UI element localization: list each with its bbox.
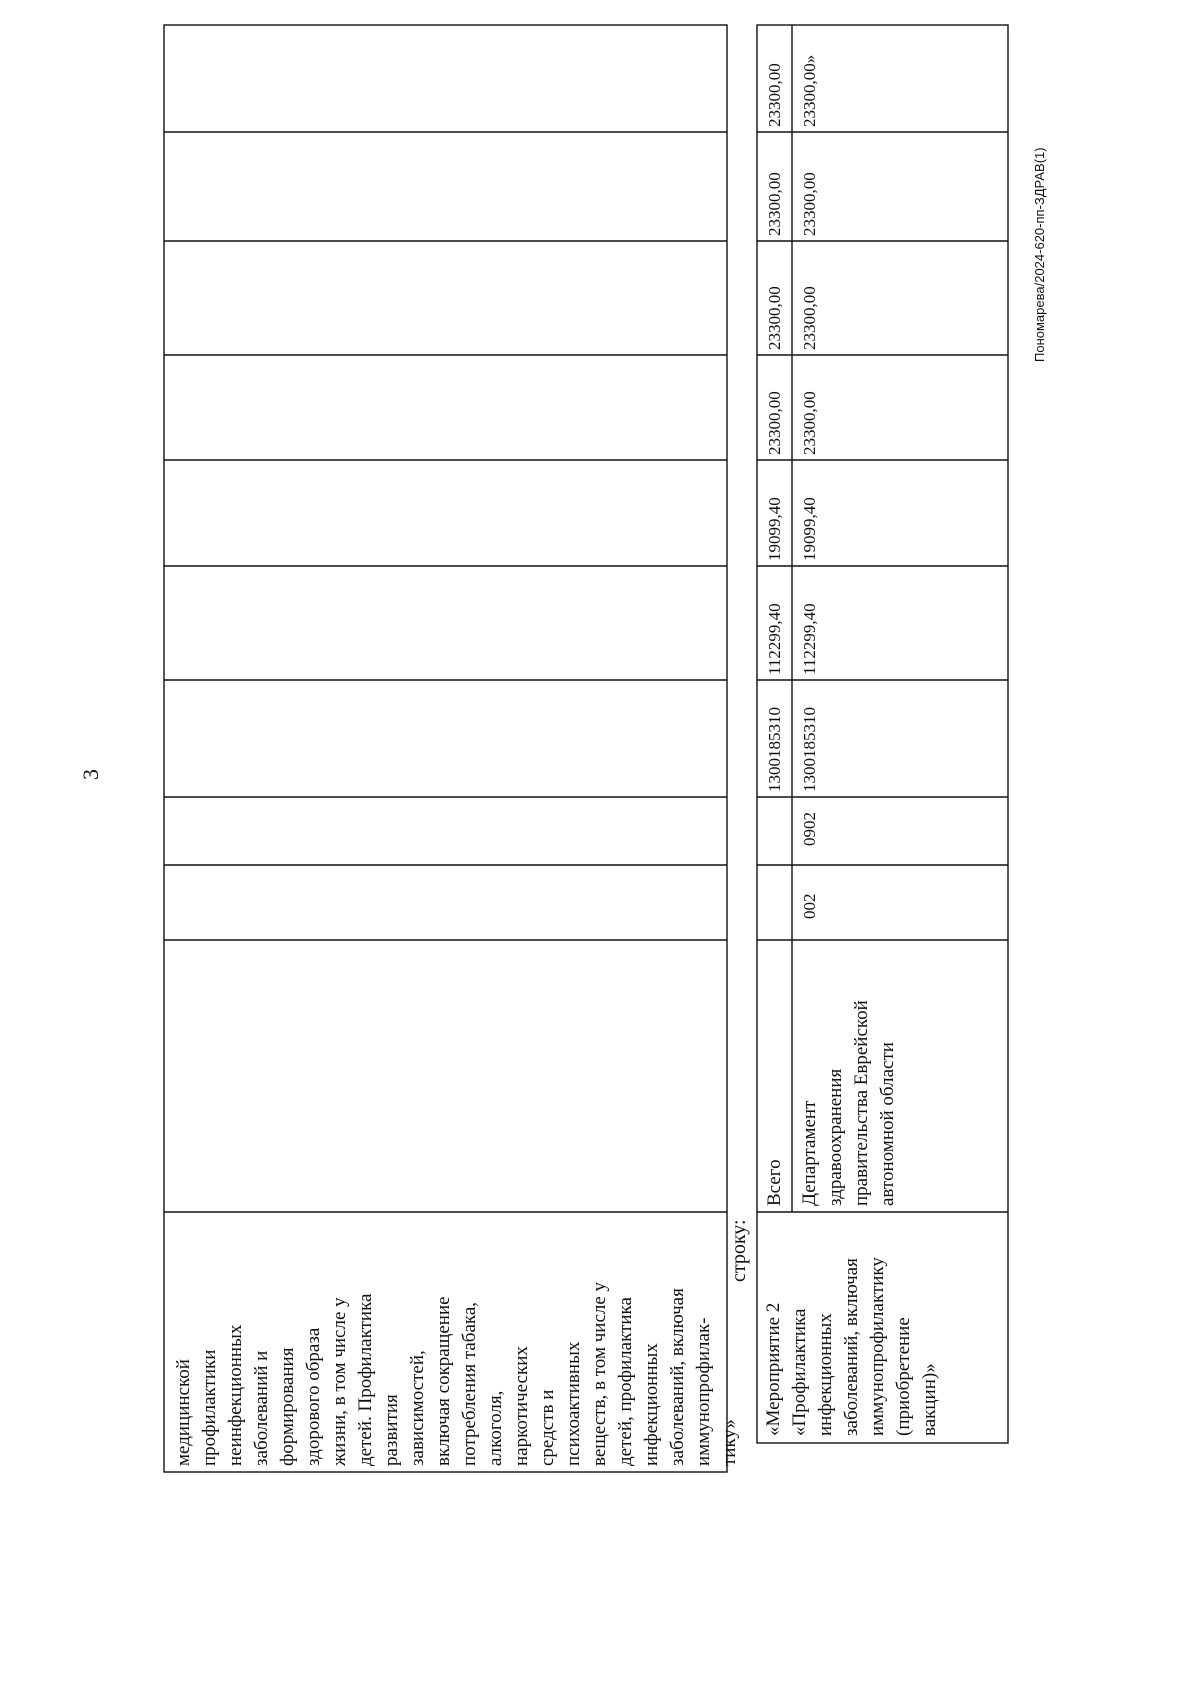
row-dept-grbs: 002 [800, 893, 819, 919]
row-total-y2: 23300,00 [765, 391, 784, 455]
cell-line: заболеваний и [251, 1350, 272, 1466]
upper-first-cell [171, 1282, 743, 1466]
row-total-csr: 1300185310 [765, 707, 784, 792]
cell-line: инфекционных [815, 1313, 836, 1436]
row-total-y3: 23300,00 [765, 286, 784, 350]
cell-line: детей, профилактика [615, 1297, 636, 1466]
cell-line: иммунопрофилак- [693, 1317, 714, 1466]
cell-line: жизни, в том числе у [329, 1297, 350, 1466]
row-dept-y3: 23300,00 [800, 286, 819, 350]
cell-line: правительства Еврейской [851, 1000, 872, 1206]
footer-document-id: Пономарева/2024-620-пп-ЗДРАВ(1) [1032, 147, 1047, 362]
row-dept-y5: 23300,00» [800, 54, 819, 127]
row-total-y5: 23300,00 [765, 63, 784, 127]
cell-line: профилактики [199, 1349, 220, 1466]
row-total-executor [762, 1159, 788, 1206]
row-dept-csr: 1300185310 [800, 707, 819, 792]
cell-line: средств и [537, 1389, 558, 1466]
cell-line: потребления табака, [459, 1301, 480, 1466]
cell-line: (приобретение [893, 1317, 914, 1436]
cell-line: формирования [277, 1347, 298, 1466]
cell-line: зависимостей, [407, 1350, 428, 1466]
cell-line: тику» [719, 1419, 740, 1466]
cell-line: «Профилактика [789, 1308, 810, 1436]
row-total-y1: 19099,40 [765, 497, 784, 561]
cell-line: заболеваний, включая [667, 1288, 688, 1466]
cell-line: включая сокращение [433, 1296, 454, 1466]
row-dept-y1: 19099,40 [800, 497, 819, 561]
activity-cell [761, 1257, 943, 1436]
cell-line: психоактивных [563, 1341, 584, 1466]
cell-line: Всего [764, 1159, 785, 1206]
cell-line: наркотических [511, 1346, 532, 1466]
cell-line: «Мероприятие 2 [763, 1302, 784, 1436]
upper-table-border [164, 25, 727, 1472]
page-number: 3 [78, 769, 103, 780]
row-dept-executor [797, 1000, 901, 1206]
cell-line: детей. Профилактика [355, 1293, 376, 1466]
row-dept-y2: 23300,00 [800, 391, 819, 455]
cell-line: алкоголя, [485, 1390, 506, 1466]
cell-line: здравоохранения [825, 1068, 846, 1206]
cell-line: иммунопрофилактику [867, 1257, 888, 1436]
row-dept-sum: 112299,40 [800, 603, 819, 675]
cell-line: автономной области [877, 1042, 898, 1206]
cell-line: неинфекционных [225, 1324, 246, 1466]
cell-line: здорового образа [303, 1327, 324, 1466]
connector-label: строку: [728, 1219, 750, 1282]
row-total-sum: 112299,40 [765, 603, 784, 675]
cell-line: развития [381, 1394, 402, 1466]
row-dept-rzpr: 0902 [800, 812, 819, 846]
cell-line: веществ, в том числе у [589, 1281, 610, 1466]
cell-line: медицинской [173, 1359, 194, 1466]
row-total-y4: 23300,00 [765, 172, 784, 236]
cell-line: инфекционных [641, 1343, 662, 1466]
cell-line: Департамент [799, 1100, 820, 1206]
cell-line: заболеваний, включая [841, 1258, 862, 1436]
lower-table-border [757, 25, 1008, 1443]
row-dept-y4: 23300,00 [800, 172, 819, 236]
cell-line: вакцин)» [919, 1363, 940, 1436]
